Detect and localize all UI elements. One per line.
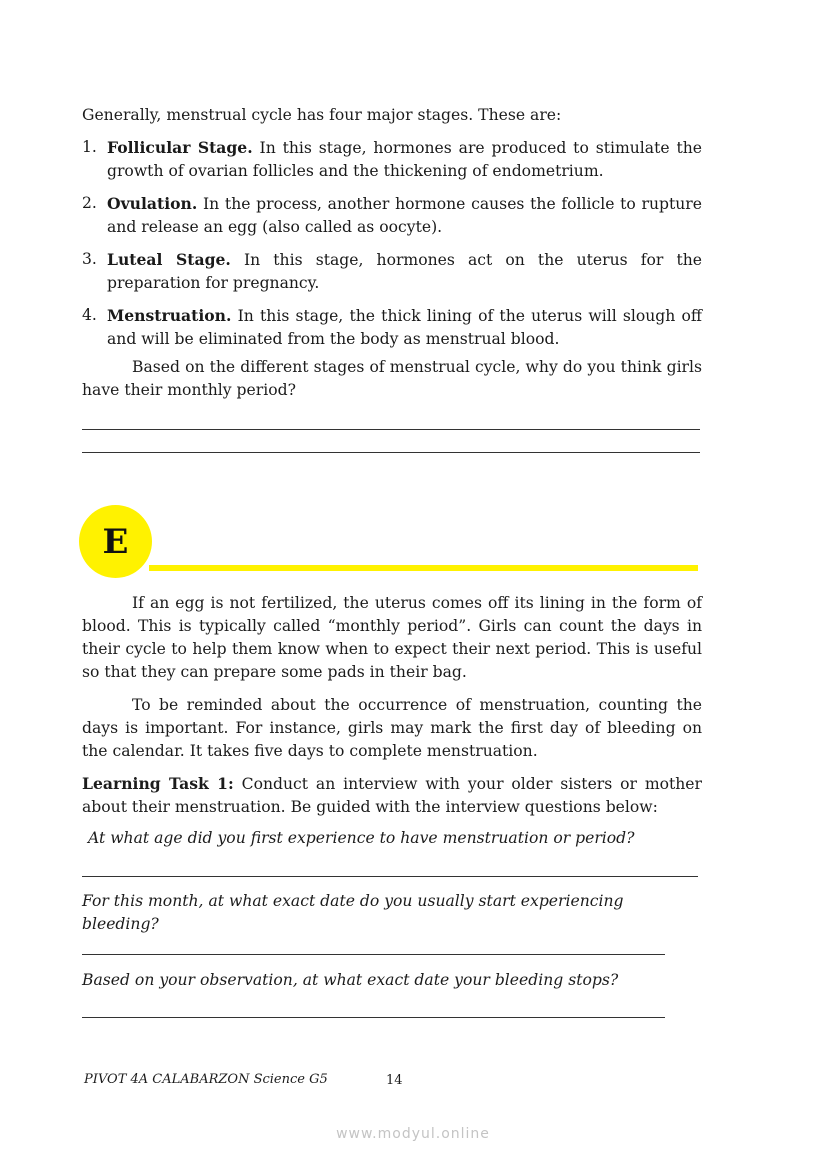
paragraph-1: If an egg is not fertilized, the uterus comes off its lining in the form of blood. This is typically called “monthly period”. Girls can count the days in their cycle to help them know when to expect their next period. This is useful so that they can prepare some pads in their bag. (82, 594, 702, 681)
stages-list (82, 136, 702, 360)
stage-title: Luteal Stage. (107, 250, 231, 269)
answer-line (82, 876, 698, 877)
stage-text: In this stage, hormones act on the uterus for the preparation for pregnancy. (107, 251, 702, 292)
footer-title: PIVOT 4A CALABARZON Science G5 (84, 1072, 328, 1087)
watermark: www.modyul.online (336, 1126, 490, 1142)
question-text: Based on the different stages of menstrual cycle, why do you think girls have their monthly period? (82, 358, 702, 399)
list-item (82, 192, 702, 239)
paragraph-2: To be reminded about the occurrence of menstruation, counting the days is important. For instance, girls may mark the first day of bleeding on the calendar. It takes five days to complete menstruation. (82, 696, 702, 760)
intro-text: Generally, menstrual cycle has four major stages. These are: (82, 106, 562, 124)
list-number: 3. (82, 250, 97, 268)
section-letter: E (102, 521, 129, 562)
list-number: 1. (82, 138, 97, 156)
section-bar (149, 565, 698, 571)
stage-title: Ovulation. (107, 194, 198, 213)
section-badge (79, 505, 152, 578)
stage-text: In the process, another hormone causes the follicle to rupture and release an egg (also called as oocyte). (107, 195, 702, 236)
list-item (82, 248, 702, 295)
stage-title: Menstruation. (107, 306, 232, 325)
answer-line (82, 429, 700, 430)
answer-line (82, 1017, 665, 1018)
list-number: 2. (82, 194, 97, 212)
list-item (82, 304, 702, 351)
list-number: 4. (82, 306, 97, 324)
learning-task (82, 772, 702, 819)
answer-line (82, 452, 700, 453)
task-label: Learning Task 1: (82, 774, 234, 793)
stage-text: In this stage, the thick lining of the uterus will slough off and will be eliminated from the body as menstrual blood. (107, 307, 702, 348)
interview-question-2: For this month, at what exact date do you usually start experiencing bleeding? (82, 892, 624, 933)
interview-question-1: At what age did you first experience to have menstruation or period? (88, 829, 635, 847)
page-number: 14 (386, 1073, 403, 1088)
task-text: Conduct an interview with your older sisters or mother about their menstruation. Be guided with the interview questions below: (82, 775, 702, 816)
list-item (82, 136, 702, 183)
interview-question-3: Based on your observation, at what exact date your bleeding stops? (82, 971, 619, 989)
stage-text: In this stage, hormones are produced to stimulate the growth of ovarian follicles and the thickening of endometrium. (107, 139, 703, 180)
stage-title: Follicular Stage. (107, 138, 253, 157)
answer-line (82, 954, 665, 955)
